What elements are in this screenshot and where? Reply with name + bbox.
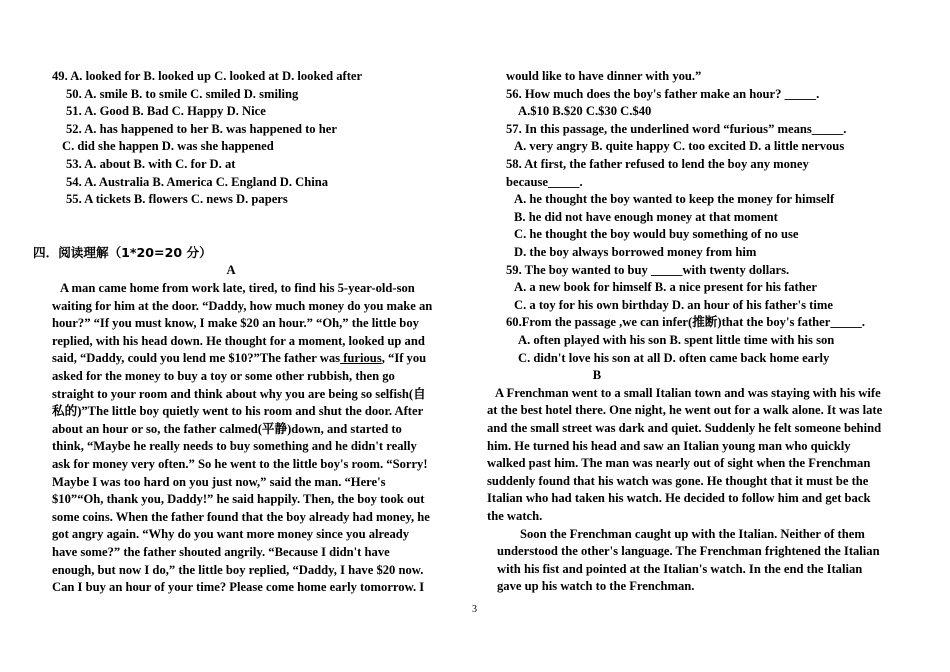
question-line: C. he thought the boy would buy something of no use xyxy=(514,227,799,242)
passage-a-line: have some?” the father shouted angrily. “Because I didn't have xyxy=(52,545,390,559)
question-line: C. a toy for his own birthday D. an hour of his father's time xyxy=(514,297,833,312)
page-number: 3 xyxy=(472,604,477,615)
passage-a-line: $10”“Oh, thank you, Daddy!” he said happily. Then, the boy took out xyxy=(52,492,425,507)
passage-b-line: Italian who had taken his watch. He decided to follow him and get back xyxy=(487,491,871,506)
question-line: A. very angry B. quite happy C. too excited D. a little nervous xyxy=(514,139,845,154)
passage-b-line: A Frenchman went to a small Italian town and was staying with his wife xyxy=(495,385,881,400)
question-line: 59. The boy wanted to buy _____with twenty dollars. xyxy=(506,262,790,277)
passage-b-line: at the best hotel there. One night, he went out for a walk alone. It was late xyxy=(487,403,883,418)
question-line: D. the boy always borrowed money from him xyxy=(514,245,757,259)
passage-a-line: replied, with his head down. He thought for a moment, looked up and xyxy=(52,333,425,348)
passage-a-line: about an hour or so, the father calmed(平静)down, and started to xyxy=(52,421,402,436)
passage-b-line: and the small street was dark and quiet. Suddenly he felt someone behind xyxy=(487,421,882,435)
passage-a-line: ask for money very often.” So he went to the little boy's room. “Sorry! xyxy=(52,457,428,471)
question-58-line: because_____. xyxy=(506,174,583,189)
passage-a-line: got angry again. “Why do you want more money since you already xyxy=(52,527,410,542)
cloze-option-line: 54. A. Australia B. America C. England D. China xyxy=(66,174,329,189)
cloze-option-line: 51. A. Good B. Bad C. Happy D. Nice xyxy=(66,104,266,119)
question-line: A. a new book for himself B. a nice present for his father xyxy=(514,280,817,295)
underlined-word: furious xyxy=(340,351,382,366)
question-line: A. he thought the boy wanted to keep the money for himself xyxy=(514,192,835,207)
cloze-option-line: 50. A. smile B. to smile C. smiled D. smiling xyxy=(66,86,299,101)
cloze-option-line: 49. A. looked for B. looked up C. looked at D. looked after xyxy=(52,69,363,83)
passage-a-line: think, “Maybe he really needs to buy something and he didn't really xyxy=(52,439,417,454)
passage-b-line: gave up his watch to the Frenchman. xyxy=(497,579,695,594)
question-line: 56. How much does the boy's father make an hour? _____. xyxy=(506,86,820,101)
question-58-line: 58. At first, the father refused to lend the boy any money xyxy=(506,157,809,171)
passage-b-line: walked past him. The man was nearly out of sight when the Frenchman xyxy=(487,456,871,471)
passage-b-line: with his fist and pointed at the Italian's watch. In the end the Italian xyxy=(497,561,863,576)
passage-b-line: Soon the Frenchman caught up with the Italian. Neither of them xyxy=(520,526,865,541)
passage-b-label: B xyxy=(592,368,602,383)
passage-a-line: some coins. When the father found that the boy already had money, he xyxy=(52,509,430,524)
question-line: C. didn't love his son at all D. often came back home early xyxy=(518,350,830,365)
question-line: A.$10 B.$20 C.$30 C.$40 xyxy=(518,104,652,119)
question-line: B. he did not have enough money at that moment xyxy=(514,209,778,224)
cloze-option-line: 55. A tickets B. flowers C. news D. papers xyxy=(66,192,288,207)
passage-a-line: asked for the money to buy a toy or some other rubbish, then go xyxy=(52,369,395,383)
passage-a-line: 私的)”The little boy quietly went to his room and shut the door. After xyxy=(52,404,424,419)
passage-b-line: the watch. xyxy=(487,509,543,523)
passage-a-line: enough, but now I do,” the little boy replied, “Daddy, I have $20 now. xyxy=(52,562,424,577)
question-line: 60.From the passage ,we can infer(推断)that the boy's father_____. xyxy=(506,315,865,330)
passage-a-line: said, “Daddy, could you lend me $10?”The father was furious, “If you xyxy=(52,351,427,366)
cloze-option-line: 52. A. has happened to her B. was happened to her xyxy=(66,121,337,136)
passage-a-line: straight to your room and think about why you are being so selfish(自 xyxy=(52,386,426,401)
question-line: would like to have dinner with you.” xyxy=(506,69,702,83)
passage-a-line: A man came home from work late, tired, to find his 5-year-old-son xyxy=(60,281,415,295)
passage-a-line: waiting for him at the door. “Daddy, how much money do you make an xyxy=(52,298,433,313)
passage-b-line: understood the other's language. The Frenchman frightened the Italian xyxy=(497,544,880,559)
cloze-option-line: 53. A. about B. with C. for D. at xyxy=(66,157,236,171)
passage-a-line: hour?” “If you must know, I make $20 an hour.” “Oh,” the little boy xyxy=(52,316,419,331)
passage-b-line: suddenly found that his watch was gone. He thought that it must be the xyxy=(487,473,869,488)
passage-a-label: A xyxy=(226,263,236,277)
question-line: A. often played with his son B. spent little time with his son xyxy=(518,333,835,347)
question-line: 57. In this passage, the underlined word “furious” means_____. xyxy=(506,121,847,136)
section-heading: 四．阅读理解（1*20=20 分） xyxy=(33,245,212,260)
passage-a-line: Can I buy an hour of your time? Please come home early tomorrow. I xyxy=(52,580,425,595)
passage-a-line: Maybe I was too hard on you just now,” said the man. “Here's xyxy=(52,474,386,489)
cloze-option-line: C. did she happen D. was she happened xyxy=(62,139,274,154)
passage-b-line: him. He turned his head and saw an Italian young man who quickly xyxy=(487,438,851,453)
